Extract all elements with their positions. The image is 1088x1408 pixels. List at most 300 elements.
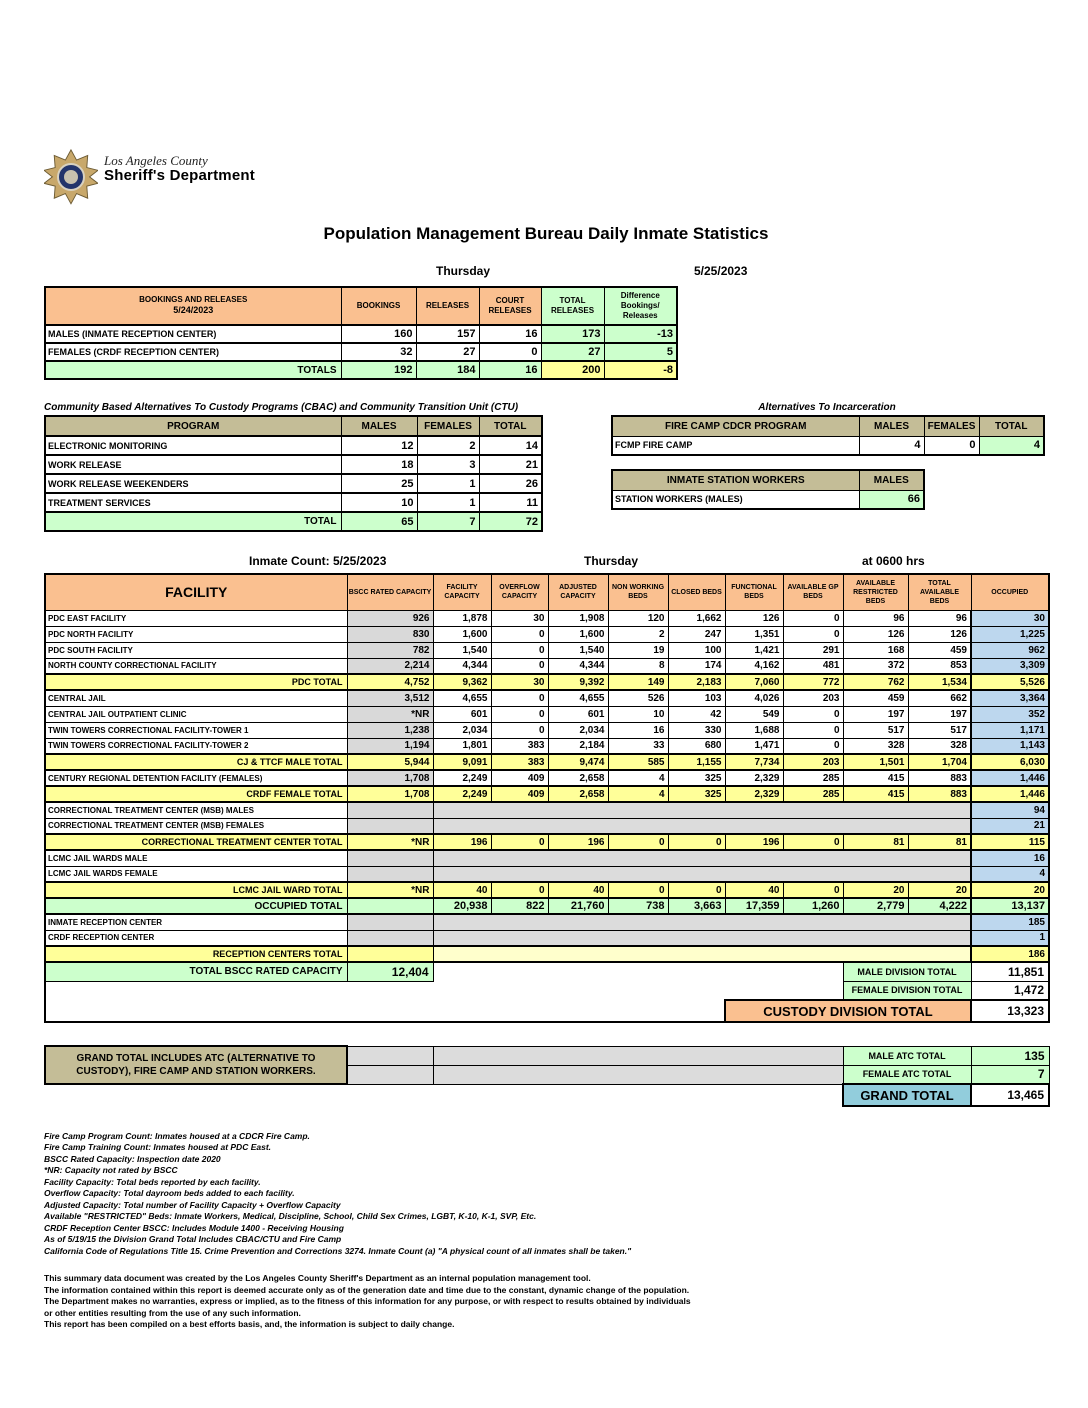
bscc-cell [347, 930, 433, 946]
totals-value: 16 [479, 361, 541, 379]
value-cell: 601 [548, 706, 608, 722]
facility-row [45, 818, 1049, 834]
value-cell: 883 [908, 770, 971, 786]
value-cell: 372 [843, 658, 908, 674]
value-cell: 415 [843, 786, 908, 802]
footnote-line: CRDF Reception Center BSCC: Includes Module 1400 - Receiving Housing [44, 1222, 344, 1233]
occupied-cell: 186 [971, 946, 1049, 962]
grand-total-label: GRAND TOTAL [843, 1084, 971, 1106]
row-label: WORK RELEASE WEEKENDERS [45, 474, 341, 493]
row-label: PDC TOTAL [45, 674, 347, 690]
value-cell: 3,512 [347, 690, 433, 706]
totals-value: 200 [541, 361, 604, 379]
value-cell: 1,155 [668, 754, 725, 770]
column-header: BSCC RATED CAPACITY [347, 574, 433, 610]
facility-row [45, 786, 1049, 802]
merged-cell [433, 866, 971, 882]
value-cell: 17,359 [725, 898, 783, 914]
column-header: COURT RELEASES [479, 287, 541, 325]
row-label: WORK RELEASE [45, 455, 341, 474]
value-cell: 174 [668, 658, 725, 674]
row-label: PDC SOUTH FACILITY [45, 642, 347, 658]
value-cell: 16 [608, 722, 668, 738]
value-cell: 0 [491, 834, 548, 850]
column-header: FEMALES [924, 416, 979, 436]
value-cell: 738 [608, 898, 668, 914]
facility-table-bottom [45, 962, 1049, 1022]
row-label: PDC NORTH FACILITY [45, 626, 347, 642]
facility-row [45, 674, 1049, 690]
value-cell: 42 [668, 706, 725, 722]
disclaimer-line: or other entities resulting from the use of any such information. [44, 1307, 301, 1318]
value-cell: 40 [433, 882, 491, 898]
value-cell: 11 [479, 493, 542, 512]
footnote-line: *NR: Capacity not rated by BSCC [44, 1165, 178, 1176]
value-cell: 4,162 [725, 658, 783, 674]
cbac-totals-row [45, 512, 542, 531]
column-header: FACILITY [45, 574, 347, 610]
footnote-line: California Code of Regulations Title 15. Crime Prevention and Corrections 3274. Inmate Count (a) "A physical count of all inmates shall be taken." [44, 1245, 632, 1256]
disclaimer-line: The Department makes no warranties, express or implied, as to the fitness of this information for any purpose, or with respect to results obtained by individuals [44, 1296, 691, 1307]
value-cell: 585 [608, 754, 668, 770]
cbac-table [44, 415, 543, 532]
column-header: MALES [859, 416, 924, 436]
row-label: CORRECTIONAL TREATMENT CENTER (MSB) MALES [45, 802, 347, 818]
totals-value: -8 [604, 361, 677, 379]
column-header: FACILITY CAPACITY [433, 574, 491, 610]
value-cell: 0 [668, 834, 725, 850]
value-cell: 27 [416, 343, 479, 361]
fire-camp-table [611, 415, 1045, 456]
value-cell: 459 [843, 690, 908, 706]
totals-label: TOTALS [45, 361, 341, 379]
column-header: FUNCTIONAL BEDS [725, 574, 783, 610]
value-cell: 325 [668, 786, 725, 802]
row-label: FCMP FIRE CAMP [612, 436, 859, 455]
facility-row [45, 898, 1049, 914]
value-cell: 120 [608, 610, 668, 626]
inmate-count-date: Inmate Count: 5/25/2023 [249, 554, 387, 568]
totals-value: 65 [341, 512, 417, 531]
female-atc-total-label: FEMALE ATC TOTAL [843, 1065, 971, 1084]
value-cell: 1,471 [725, 738, 783, 754]
female-division-row [45, 981, 1049, 1000]
value-cell: 10 [608, 706, 668, 722]
column-header: AVAILABLE GP BEDS [783, 574, 843, 610]
value-cell: 7,734 [725, 754, 783, 770]
row-label: MALES (INMATE RECEPTION CENTER) [45, 325, 341, 343]
value-cell: 3 [417, 455, 479, 474]
value-cell: 2,658 [548, 770, 608, 786]
facility-row [45, 882, 1049, 898]
value-cell: 81 [908, 834, 971, 850]
programs-section [44, 402, 1048, 532]
value-cell: 2,779 [843, 898, 908, 914]
value-cell: 517 [908, 722, 971, 738]
value-cell [347, 898, 433, 914]
value-cell: 2,249 [433, 770, 491, 786]
value-cell: 1,878 [433, 610, 491, 626]
male-atc-row [45, 1046, 1049, 1065]
value-cell: 16 [479, 325, 541, 343]
station-workers-table [611, 469, 925, 510]
facility-row [45, 834, 1049, 850]
value-cell: 409 [491, 786, 548, 802]
value-cell: 247 [668, 626, 725, 642]
bookings-totals-row [45, 361, 677, 379]
value-cell: 12 [341, 436, 417, 455]
value-cell: 203 [783, 754, 843, 770]
value-cell: 2,329 [725, 786, 783, 802]
facility-row [45, 658, 1049, 674]
totals-value: 184 [416, 361, 479, 379]
totals-value: 72 [479, 512, 542, 531]
cbac-title: Community Based Alternatives To Custody Programs (CBAC) and Community Transition Unit (CTU) [44, 402, 519, 413]
facility-row [45, 866, 1049, 882]
male-atc-total-label: MALE ATC TOTAL [843, 1046, 971, 1065]
column-header: TOTAL AVAILABLE BEDS [908, 574, 971, 610]
column-header: RELEASES [416, 287, 479, 325]
value-cell: 126 [725, 610, 783, 626]
value-cell: 0 [608, 834, 668, 850]
inmate-count-day: Thursday [584, 554, 639, 568]
inmate-count-line [44, 554, 1048, 572]
value-cell: 0 [491, 690, 548, 706]
bookings-row [45, 325, 677, 343]
facility-row [45, 738, 1049, 754]
value-cell: 1,708 [347, 786, 433, 802]
occupied-cell: 13,137 [971, 898, 1049, 914]
disclaimer [44, 1273, 1048, 1330]
column-header: FIRE CAMP CDCR PROGRAM [612, 416, 859, 436]
occupied-cell: 1,446 [971, 770, 1049, 786]
value-cell: *NR [347, 882, 433, 898]
facility-row [45, 802, 1049, 818]
value-cell: 5,944 [347, 754, 433, 770]
row-label: TWIN TOWERS CORRECTIONAL FACILITY-TOWER 1 [45, 722, 347, 738]
female-atc-total-value: 7 [971, 1065, 1049, 1084]
value-cell: 30 [491, 610, 548, 626]
value-cell: 0 [491, 626, 548, 642]
column-header: OCCUPIED [971, 574, 1049, 610]
value-cell: 4 [608, 770, 668, 786]
occupied-cell: 21 [971, 818, 1049, 834]
value-cell: 601 [433, 706, 491, 722]
value-cell: 27 [541, 343, 604, 361]
footnote-line: Facility Capacity: Total beds reported by each facility. [44, 1176, 261, 1187]
value-cell: 0 [491, 658, 548, 674]
agency-county: Los Angeles County [104, 153, 208, 168]
bscc-cell [347, 818, 433, 834]
occupied-cell: 3,364 [971, 690, 1049, 706]
merged-cell [433, 914, 971, 930]
column-header: ADJUSTED CAPACITY [548, 574, 608, 610]
value-cell: 1,908 [548, 610, 608, 626]
value-cell: *NR [347, 834, 433, 850]
value-cell: 1,600 [433, 626, 491, 642]
value-cell: 10 [341, 493, 417, 512]
ati-title: Alternatives To Incarceration [758, 402, 896, 413]
day-date-line [44, 264, 1048, 284]
value-cell: 459 [908, 642, 971, 658]
value-cell: 383 [491, 738, 548, 754]
value-cell: 830 [347, 626, 433, 642]
value-cell: 20 [843, 882, 908, 898]
occupied-cell: 352 [971, 706, 1049, 722]
value-cell: 1,501 [843, 754, 908, 770]
occupied-cell: 6,030 [971, 754, 1049, 770]
value-cell: 0 [668, 882, 725, 898]
row-label: CJ & TTCF MALE TOTAL [45, 754, 347, 770]
column-header: BOOKINGS [341, 287, 416, 325]
value-cell: 0 [608, 882, 668, 898]
row-label: NORTH COUNTY CORRECTIONAL FACILITY [45, 658, 347, 674]
value-cell: 30 [491, 674, 548, 690]
value-cell: 2,184 [548, 738, 608, 754]
row-label: CRDF RECEPTION CENTER [45, 930, 347, 946]
facility-row [45, 946, 1049, 962]
value-cell: 100 [668, 642, 725, 658]
value-cell: 157 [416, 325, 479, 343]
value-cell: 160 [341, 325, 416, 343]
value-cell: 330 [668, 722, 725, 738]
column-header: MALES [859, 470, 924, 490]
value-cell: 4,344 [433, 658, 491, 674]
value-cell: 1,600 [548, 626, 608, 642]
column-header: TOTAL RELEASES [541, 287, 604, 325]
facility-row [45, 610, 1049, 626]
totals-value: 7 [417, 512, 479, 531]
value-cell: 1,801 [433, 738, 491, 754]
value-cell: 21 [479, 455, 542, 474]
merged-cell [433, 850, 971, 866]
value-cell: 883 [908, 786, 971, 802]
occupied-cell: 94 [971, 802, 1049, 818]
value-cell: 9,474 [548, 754, 608, 770]
footnote-line: As of 5/19/15 the Division Grand Total Includes CBAC/CTU and Fire Camp [44, 1234, 342, 1245]
totals-value: 192 [341, 361, 416, 379]
value-cell: 1,194 [347, 738, 433, 754]
disclaimer-line: The information contained within this report is deemed accurate only as of the generation date and time due to the constant, dynamic change of the population. [44, 1284, 690, 1295]
column-header: CLOSED BEDS [668, 574, 725, 610]
bookings-row [45, 343, 677, 361]
row-label: CORRECTIONAL TREATMENT CENTER TOTAL [45, 834, 347, 850]
grand-total-note: GRAND TOTAL INCLUDES ATC (ALTERNATIVE TO CUSTODY), FIRE CAMP AND STATION WORKERS. [45, 1046, 347, 1084]
value-cell: 1,708 [347, 770, 433, 786]
value-cell: 1,534 [908, 674, 971, 690]
value-cell: 481 [783, 658, 843, 674]
value-cell: 0 [491, 722, 548, 738]
footnote-line: Overflow Capacity: Total dayroom beds added to each facility. [44, 1188, 295, 1199]
inmate-count-time: at 0600 hrs [862, 554, 925, 568]
value-cell: 3,663 [668, 898, 725, 914]
value-cell: 549 [725, 706, 783, 722]
value-cell: 81 [843, 834, 908, 850]
value-cell: 1,540 [433, 642, 491, 658]
value-cell: 4 [859, 436, 924, 455]
value-cell: 0 [783, 610, 843, 626]
value-cell: 526 [608, 690, 668, 706]
column-header: TOTAL [479, 416, 542, 436]
bscc-cell [347, 866, 433, 882]
agency-department: Sheriff's Department [104, 166, 255, 184]
value-cell: 0 [491, 882, 548, 898]
value-cell: 517 [843, 722, 908, 738]
female-division-total-label: FEMALE DIVISION TOTAL [843, 981, 971, 1000]
custody-division-total-value: 13,323 [971, 1000, 1049, 1022]
value-cell: 168 [843, 642, 908, 658]
totals-label: TOTAL [45, 512, 341, 531]
grand-total-row [45, 1084, 1049, 1106]
value-cell: 19 [608, 642, 668, 658]
row-label: LCMC JAIL WARD TOTAL [45, 882, 347, 898]
facility-row [45, 706, 1049, 722]
bookings-releases-table [44, 286, 678, 380]
facility-row [45, 914, 1049, 930]
facility-row [45, 690, 1049, 706]
value-cell: 14 [479, 436, 542, 455]
value-cell: 2,034 [433, 722, 491, 738]
occupied-cell: 5,526 [971, 674, 1049, 690]
value-cell: 33 [608, 738, 668, 754]
facility-row [45, 930, 1049, 946]
value-cell: 0 [491, 642, 548, 658]
value-cell: 1,260 [783, 898, 843, 914]
value-cell: 415 [843, 770, 908, 786]
value-cell: 9,392 [548, 674, 608, 690]
row-label: INMATE RECEPTION CENTER [45, 914, 347, 930]
value-cell: 1,421 [725, 642, 783, 658]
value-cell: 9,091 [433, 754, 491, 770]
value-cell: 1,662 [668, 610, 725, 626]
value-cell: 2,658 [548, 786, 608, 802]
bookings-table-title: BOOKINGS AND RELEASES 5/24/2023 [45, 287, 341, 325]
value-cell: 0 [491, 706, 548, 722]
value-cell: 4,655 [433, 690, 491, 706]
value-cell: 4,222 [908, 898, 971, 914]
occupied-cell: 1 [971, 930, 1049, 946]
male-division-total-value: 11,851 [971, 962, 1049, 981]
row-label: TWIN TOWERS CORRECTIONAL FACILITY-TOWER 2 [45, 738, 347, 754]
value-cell: 1,540 [548, 642, 608, 658]
value-cell: 126 [843, 626, 908, 642]
agency-name [104, 148, 255, 183]
total-bscc-label: TOTAL BSCC RATED CAPACITY [45, 962, 347, 981]
row-label: CENTRAL JAIL OUTPATIENT CLINIC [45, 706, 347, 722]
column-header: PROGRAM [45, 416, 341, 436]
merged-cell [433, 946, 971, 962]
footnote-line: Available "RESTRICTED" Beds: Inmate Workers, Medical, Discipline, School, Child Sex Crimes, LGBT, K-10, K-1, SVP, Etc. [44, 1211, 537, 1222]
grand-total-value: 13,465 [971, 1084, 1049, 1106]
value-cell: 18 [341, 455, 417, 474]
column-header: AVAILABLE RESTRICTED BEDS [843, 574, 908, 610]
occupied-cell: 30 [971, 610, 1049, 626]
value-cell: 383 [491, 754, 548, 770]
station-workers-row [612, 490, 924, 509]
value-cell: 2 [417, 436, 479, 455]
fire-camp-row [612, 436, 1044, 455]
footnote-line: Fire Camp Program Count: Inmates housed at a CDCR Fire Camp. [44, 1131, 310, 1141]
value-cell: 20,938 [433, 898, 491, 914]
column-header: NON WORKING BEDS [608, 574, 668, 610]
value-cell: 4,752 [347, 674, 433, 690]
value-cell: 4,344 [548, 658, 608, 674]
value-cell: 325 [668, 770, 725, 786]
custody-division-total-label: CUSTODY DIVISION TOTAL [725, 1000, 971, 1022]
row-label: FEMALES (CRDF RECEPTION CENTER) [45, 343, 341, 361]
facility-row [45, 770, 1049, 786]
occupied-cell: 1,225 [971, 626, 1049, 642]
value-cell: 1,688 [725, 722, 783, 738]
value-cell: 328 [843, 738, 908, 754]
value-cell: 32 [341, 343, 416, 361]
value-cell: -13 [604, 325, 677, 343]
value-cell: 822 [491, 898, 548, 914]
merged-cell [433, 930, 971, 946]
occupied-cell: 16 [971, 850, 1049, 866]
cbac-row [45, 474, 542, 493]
footnote-line: BSCC Rated Capacity: Inspection date 2020 [44, 1153, 221, 1164]
value-cell: 20 [908, 882, 971, 898]
occupied-cell: 20 [971, 882, 1049, 898]
cbac-block [44, 402, 543, 532]
value-cell: 1,351 [725, 626, 783, 642]
column-header: FEMALES [417, 416, 479, 436]
value-cell: 0 [783, 706, 843, 722]
row-label: RECEPTION CENTERS TOTAL [45, 946, 347, 962]
occupied-cell: 962 [971, 642, 1049, 658]
value-cell: 2,214 [347, 658, 433, 674]
facility-row [45, 754, 1049, 770]
value-cell: 196 [548, 834, 608, 850]
value-cell: 762 [843, 674, 908, 690]
alternatives-block [611, 402, 1043, 532]
sheriffs-badge-icon [44, 148, 98, 208]
value-cell: 8 [608, 658, 668, 674]
value-cell: 126 [908, 626, 971, 642]
facility-statistics-table [44, 573, 1050, 1023]
value-cell: 782 [347, 642, 433, 658]
female-division-total-value: 1,472 [971, 981, 1049, 1000]
value-cell: 21,760 [548, 898, 608, 914]
value-cell: *NR [347, 706, 433, 722]
report-day: Thursday [436, 264, 491, 278]
value-cell: 2,034 [548, 722, 608, 738]
value-cell: 285 [783, 770, 843, 786]
value-cell: 173 [541, 325, 604, 343]
value-cell: 149 [608, 674, 668, 690]
value-cell: 25 [341, 474, 417, 493]
occupied-cell: 185 [971, 914, 1049, 930]
footnotes [44, 1131, 1048, 1257]
value-cell: 0 [924, 436, 979, 455]
value-cell: 2,183 [668, 674, 725, 690]
bscc-cell [347, 850, 433, 866]
value-cell: 409 [491, 770, 548, 786]
value-cell: 662 [908, 690, 971, 706]
value-cell: 197 [908, 706, 971, 722]
footnote-line: Adjusted Capacity: Total number of Facility Capacity + Overflow Capacity [44, 1199, 341, 1210]
value-cell: 196 [725, 834, 783, 850]
facility-row [45, 626, 1049, 642]
cbac-row [45, 455, 542, 474]
row-label: CORRECTIONAL TREATMENT CENTER (MSB) FEMALES [45, 818, 347, 834]
value-cell: 291 [783, 642, 843, 658]
occupied-cell: 1,446 [971, 786, 1049, 802]
value-cell: 1,704 [908, 754, 971, 770]
value-cell: 4 [608, 786, 668, 802]
row-label: ELECTRONIC MONITORING [45, 436, 341, 455]
